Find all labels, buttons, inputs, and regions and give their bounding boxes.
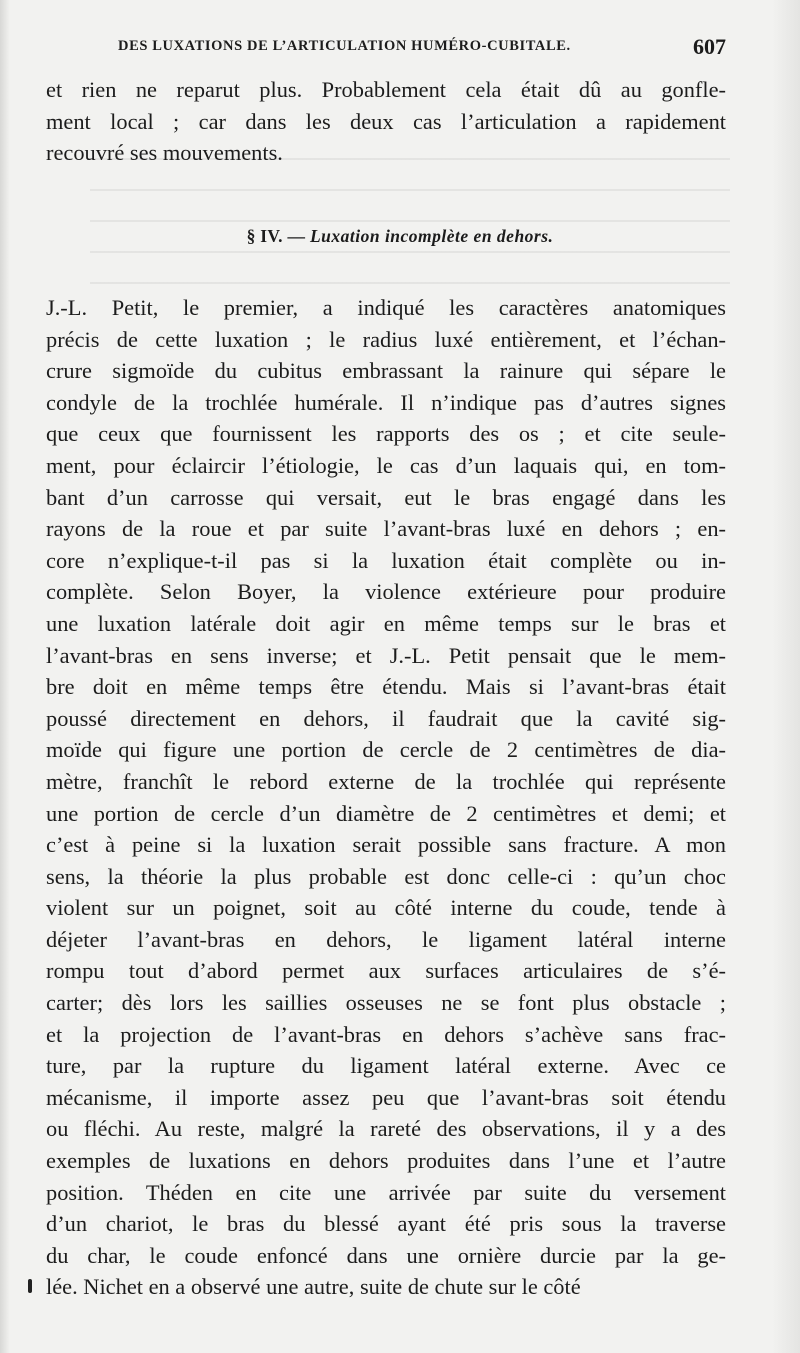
text-line: core n’explique-t-il pas si la luxation était complète ou in- [46,547,726,573]
text-line: et la projection de l’avant-bras en dehors s’achève sans frac- [46,1021,726,1047]
text-line: condyle de la trochlée humérale. Il n’indique pas d’autres signes [46,389,726,415]
text-line: crure sigmoïde du cubitus embrassant la rainure qui sépare le [46,358,726,384]
text-line: ou fléchi. Au reste, malgré la rareté des observations, il y a des [46,1116,726,1142]
section-marker: § IV. — [246,226,306,246]
intro-paragraph [46,74,726,169]
text-line: l’avant-bras en sens inverse; et J.-L. Petit pensait que le mem- [46,642,726,668]
text-line: c’est à peine si la luxation serait possible sans fracture. A mon [46,832,726,858]
text-line: poussé directement en dehors, il faudrait que la cavité sig- [46,705,726,731]
text-line: ment local ; car dans les deux cas l’articulation a rapidement [46,108,726,134]
text-line: précis de cette luxation ; le radius luxé entièrement, et l’échan- [46,326,726,352]
text-line: ment, pour éclaircir l’étiologie, le cas d’un laquais qui, en tom- [46,452,726,478]
text-line: que ceux que fournissent les rapports des os ; et cite seule- [46,421,726,447]
margin-mark [28,1279,32,1293]
text-line: d’un chariot, le bras du blessé ayant été pris sous la traverse [46,1211,726,1237]
text-line: rompu tout d’abord permet aux surfaces articulaires de s’é- [46,958,726,984]
text-line: une portion de cercle d’un diamètre de 2 centimètres et demi; et [46,800,726,826]
text-line: du char, le coude enfoncé dans une ornière durcie par la ge- [46,1242,726,1268]
text-line: violent sur un poignet, soit au côté interne du coude, tende à [46,895,726,921]
text-line: bre doit en même temps être étendu. Mais si l’avant-bras était [46,674,726,700]
text-line: recouvré ses mouvements. [46,140,283,166]
text-line: J.-L. Petit, le premier, a indiqué les caractères anatomiques [46,295,726,320]
text-line: sens, la théorie la plus probable est donc celle-ci : qu’un choc [46,863,726,889]
text-line: moïde qui figure une portion de cercle de 2 centimètres de dia- [46,737,726,763]
text-line: position. Théden en cite une arrivée par suite du versement [46,1179,726,1205]
text-line: ture, par la rupture du ligament latéral externe. Avec ce [46,1053,726,1079]
text-line: carter; dès lors les saillies osseuses ne se font plus obstacle ; [46,990,726,1016]
body-paragraph [46,292,726,1303]
text-line: exemples de luxations en dehors produites dans l’une et l’autre [46,1148,726,1174]
text-line: rayons de la roue et par suite l’avant-bras luxé en dehors ; en- [46,516,726,542]
text-line: une luxation latérale doit agir en même temps sur le bras et [46,610,726,636]
text-line: déjeter l’avant-bras en dehors, le ligament latéral interne [46,926,726,952]
section-heading [0,226,800,247]
text-line: lée. Nichet en a observé une autre, suite de chute sur le côté [46,1274,581,1300]
section-title: Luxation incomplète en dehors. [309,226,554,246]
running-head [118,34,726,62]
text-line: mécanisme, il importe assez peu que l’avant-bras soit étendu [46,1084,726,1110]
text-line: et rien ne reparut plus. Probablement cela était dû au gonfle- [46,77,726,102]
text-line: complète. Selon Boyer, la violence extérieure pour produire [46,579,726,605]
page-number: 607 [693,34,726,59]
text-line: mètre, franchît le rebord externe de la trochlée qui représente [46,768,726,794]
running-title: DES LUXATIONS DE L’ARTICULATION HUMÉRO-CUBITALE. [118,38,571,54]
text-line: bant d’un carrosse qui versait, eut le bras engagé dans les [46,484,726,510]
